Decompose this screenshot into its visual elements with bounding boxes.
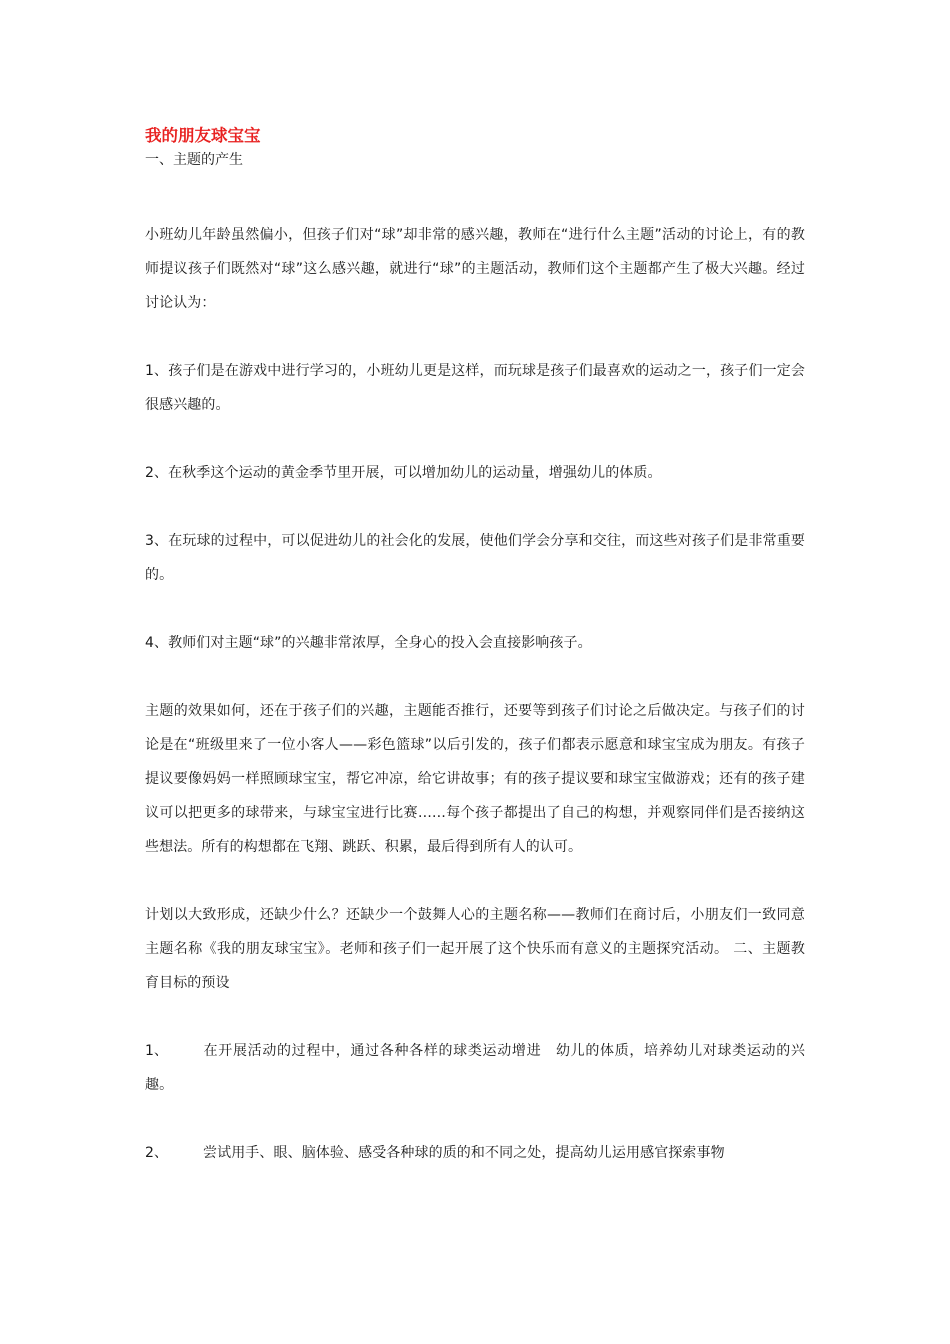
reason-item-4: 4、教师们对主题“球”的兴趣非常浓厚，全身心的投入会直接影响孩子。	[145, 635, 592, 651]
section-heading-origin: 一、主题的产生	[145, 152, 243, 168]
goal-number: 1、	[145, 1043, 169, 1059]
reason-item-3: 3、在玩球的过程中，可以促进幼儿的社会化的发展，使他们学会分享和交往，而这些对孩子们是非常重要的。	[145, 533, 805, 583]
reason-item-1: 1、孩子们是在游戏中进行学习的，小班幼儿更是这样，而玩球是孩子们最喜欢的运动之一，孩子们一定会很感兴趣的。	[145, 363, 805, 413]
plan-paragraph: 计划以大致形成，还缺少什么？还缺少一个鼓舞人心的主题名称——教师们在商讨后，小朋友们一致同意主题名称《我的朋友球宝宝》。老师和孩子们一起开展了这个快乐而有意义的主题探究活动。 二、主题教育目标的预设	[145, 907, 805, 991]
goal-item-2	[145, 1136, 805, 1170]
intro-paragraph: 小班幼儿年龄虽然偏小，但孩子们对“球”却非常的感兴趣，教师在“进行什么主题”活动的讨论上，有的教师提议孩子们既然对“球”这么感兴趣，就进行“球”的主题活动，教师们这个主题都产生了极大兴趣。经过讨论认为：	[145, 227, 805, 311]
goal-text: 尝试用手、眼、脑体验、感受各种球的质的和不同之处，提高幼儿运用感官探索事物	[203, 1145, 725, 1161]
document-title: 我的朋友球宝宝	[145, 126, 261, 145]
document-body	[145, 124, 805, 1204]
goal-text: 在开展活动的过程中，通过各种各样的球类运动增进 幼儿的体质，培养幼儿对球类运动的兴趣。	[145, 1043, 805, 1093]
effect-paragraph: 主题的效果如何，还在于孩子们的兴趣，主题能否推行，还要等到孩子们讨论之后做决定。与孩子们的讨论是在“班级里来了一位小客人——彩色篮球”以后引发的，孩子们都表示愿意和球宝宝成为朋友。有孩子提议要像妈妈一样照顾球宝宝，帮它冲凉，给它讲故事；有的孩子提议要和球宝宝做游戏；还有的孩子建议可以把更多的球带来，与球宝宝进行比赛……每个孩子都提出了自己的构想，并观察同伴们是否接纳这些想法。所有的构想都在飞翔、跳跃、积累，最后得到所有人的认可。	[145, 703, 805, 855]
reason-item-2: 2、在秋季这个运动的黄金季节里开展，可以增加幼儿的运动量，增强幼儿的体质。	[145, 465, 662, 481]
goal-item-1	[145, 1034, 805, 1102]
goal-number: 2、	[145, 1145, 169, 1161]
